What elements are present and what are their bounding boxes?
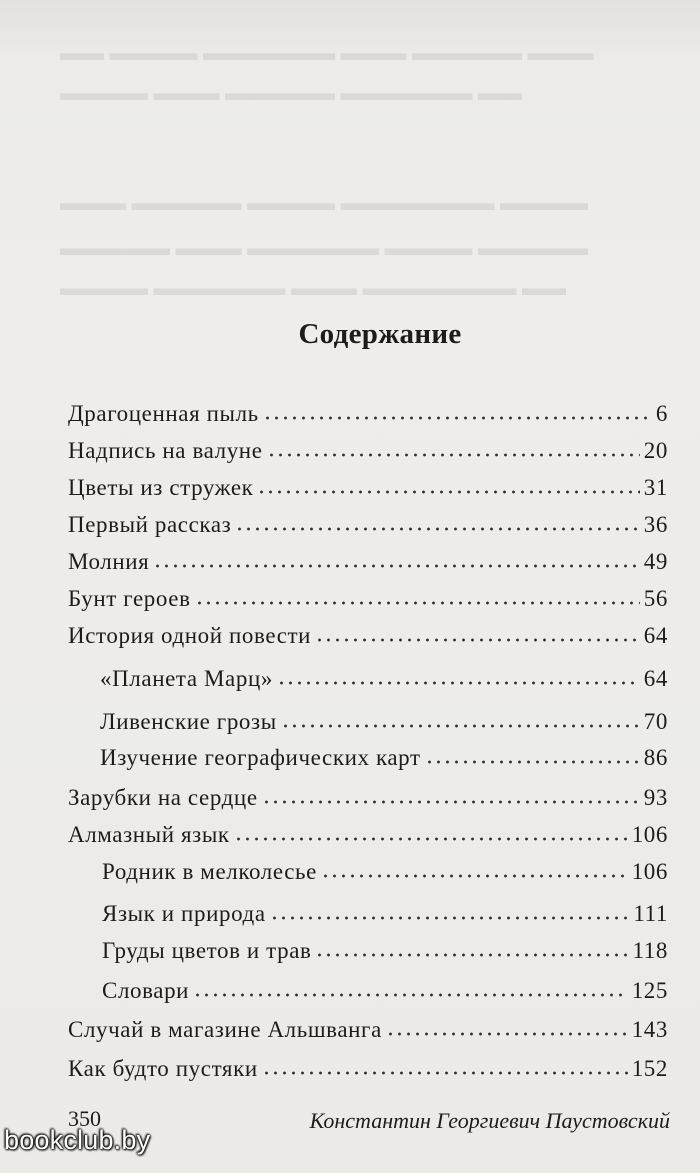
dot-leader <box>193 992 628 998</box>
bleed-through-text: ▬▬ ▬▬▬▬ ▬▬▬▬▬▬ ▬▬▬ ▬▬▬▬▬ ▬▬▬ <box>60 40 594 65</box>
toc-entry-page: 64 <box>643 666 668 691</box>
bleed-through-text: ▬▬▬▬▬ ▬▬▬ ▬▬▬▬▬▬ ▬▬▬▬ ▬▬▬▬▬ <box>60 235 588 260</box>
toc-subentry <box>100 745 668 771</box>
dot-leader <box>315 952 628 958</box>
bleed-through-text: ▬▬▬▬ ▬▬▬ ▬▬▬▬▬ ▬▬▬▬▬▬ ▬▬ <box>60 80 522 105</box>
toc-entry-page: 118 <box>632 938 668 963</box>
toc-entry-title: Зарубки на сердце <box>68 785 258 810</box>
toc-entry-title: Надпись на валуне <box>68 438 263 463</box>
dot-leader <box>262 1070 628 1076</box>
dot-leader <box>277 680 640 686</box>
dot-leader <box>262 799 640 805</box>
site-watermark: bookclub.by <box>4 1125 151 1155</box>
dot-leader <box>257 489 639 495</box>
toc-entry-title: Словари <box>102 978 190 1003</box>
toc-entry-title: История одной повести <box>68 623 312 648</box>
toc-entry-page: 111 <box>633 901 668 926</box>
toc-entry-page: 125 <box>631 978 668 1003</box>
toc-entry-title: Бунт героев <box>68 586 191 611</box>
toc-entry-page: 6 <box>655 401 668 426</box>
toc-subentry <box>102 978 668 1004</box>
dot-leader <box>315 637 640 643</box>
dot-leader <box>321 873 628 879</box>
dot-leader <box>281 723 640 729</box>
toc-entry <box>68 438 668 464</box>
toc-subentry <box>102 859 668 885</box>
toc-entry-title: Ливенские грозы <box>100 709 277 734</box>
dot-leader <box>270 915 630 921</box>
dot-leader <box>263 415 652 421</box>
toc-entry-page: 56 <box>643 586 668 611</box>
toc-entry <box>68 512 668 538</box>
toc-entry-page: 70 <box>643 709 668 734</box>
toc-entry-title: Груды цветов и трав <box>102 938 312 963</box>
toc-entry <box>68 822 668 848</box>
toc-entry-page: 31 <box>643 475 668 500</box>
toc-entry <box>68 475 668 501</box>
toc-entry <box>68 549 668 575</box>
bleed-through-text: ▬▬▬ ▬▬▬▬▬ ▬▬▬▬ ▬▬▬▬▬▬▬ ▬▬▬▬ <box>60 190 588 215</box>
toc-entry-title: Родник в мелколесье <box>102 859 317 884</box>
toc-entry <box>68 623 668 649</box>
contents-heading: Содержание <box>298 318 462 350</box>
toc-entry-page: 64 <box>643 623 668 648</box>
page-number: 350 <box>68 1106 101 1131</box>
toc-entry-title: Язык и природа <box>102 901 266 926</box>
dot-leader <box>234 836 628 842</box>
toc-subentry <box>102 938 668 964</box>
toc-entry-page: 86 <box>643 745 668 770</box>
toc-entry-title: Первый рассказ <box>68 512 232 537</box>
toc-subentry <box>100 666 668 692</box>
toc-entry <box>68 401 668 427</box>
dot-leader <box>195 600 640 606</box>
toc-entry <box>68 1017 668 1043</box>
bleed-through-text: ▬▬▬▬ ▬▬▬▬▬▬ ▬▬▬ ▬▬▬▬▬▬▬ ▬▬ <box>60 275 566 300</box>
toc-entry-title: Драгоценная пыль <box>68 401 259 426</box>
toc-entry-page: 93 <box>643 785 668 810</box>
dot-leader <box>386 1031 628 1037</box>
toc-entry <box>68 586 668 612</box>
toc-entry-title: Цветы из стружек <box>68 475 254 500</box>
toc-entry-page: 36 <box>643 512 668 537</box>
dot-leader <box>425 759 640 765</box>
toc-entry-page: 106 <box>631 822 668 847</box>
toc-entry-title: Молния <box>68 549 150 574</box>
toc-entry-title: Алмазный язык <box>68 822 230 847</box>
toc-entry <box>68 1056 668 1082</box>
dot-leader <box>235 526 639 532</box>
toc-entry-title: «Планета Марц» <box>100 666 273 691</box>
toc-entry-title: Случай в магазине Альшванга <box>68 1017 382 1042</box>
toc-subentry <box>102 901 668 927</box>
dot-leader <box>153 563 639 569</box>
toc-entry-page: 143 <box>631 1017 668 1042</box>
toc-subentry <box>100 709 668 735</box>
toc-entry-page: 49 <box>643 549 668 574</box>
toc-entry <box>68 785 668 811</box>
toc-entry-page: 20 <box>643 438 668 463</box>
toc-entry-title: Как будто пустяки <box>68 1056 258 1081</box>
toc-entry-page: 106 <box>631 859 668 884</box>
running-footer-author: Константин Георгиевич Паустовский <box>309 1108 670 1133</box>
toc-entry-page: 152 <box>631 1056 668 1081</box>
dot-leader <box>267 452 640 458</box>
toc-entry-title: Изучение географических карт <box>100 745 421 770</box>
